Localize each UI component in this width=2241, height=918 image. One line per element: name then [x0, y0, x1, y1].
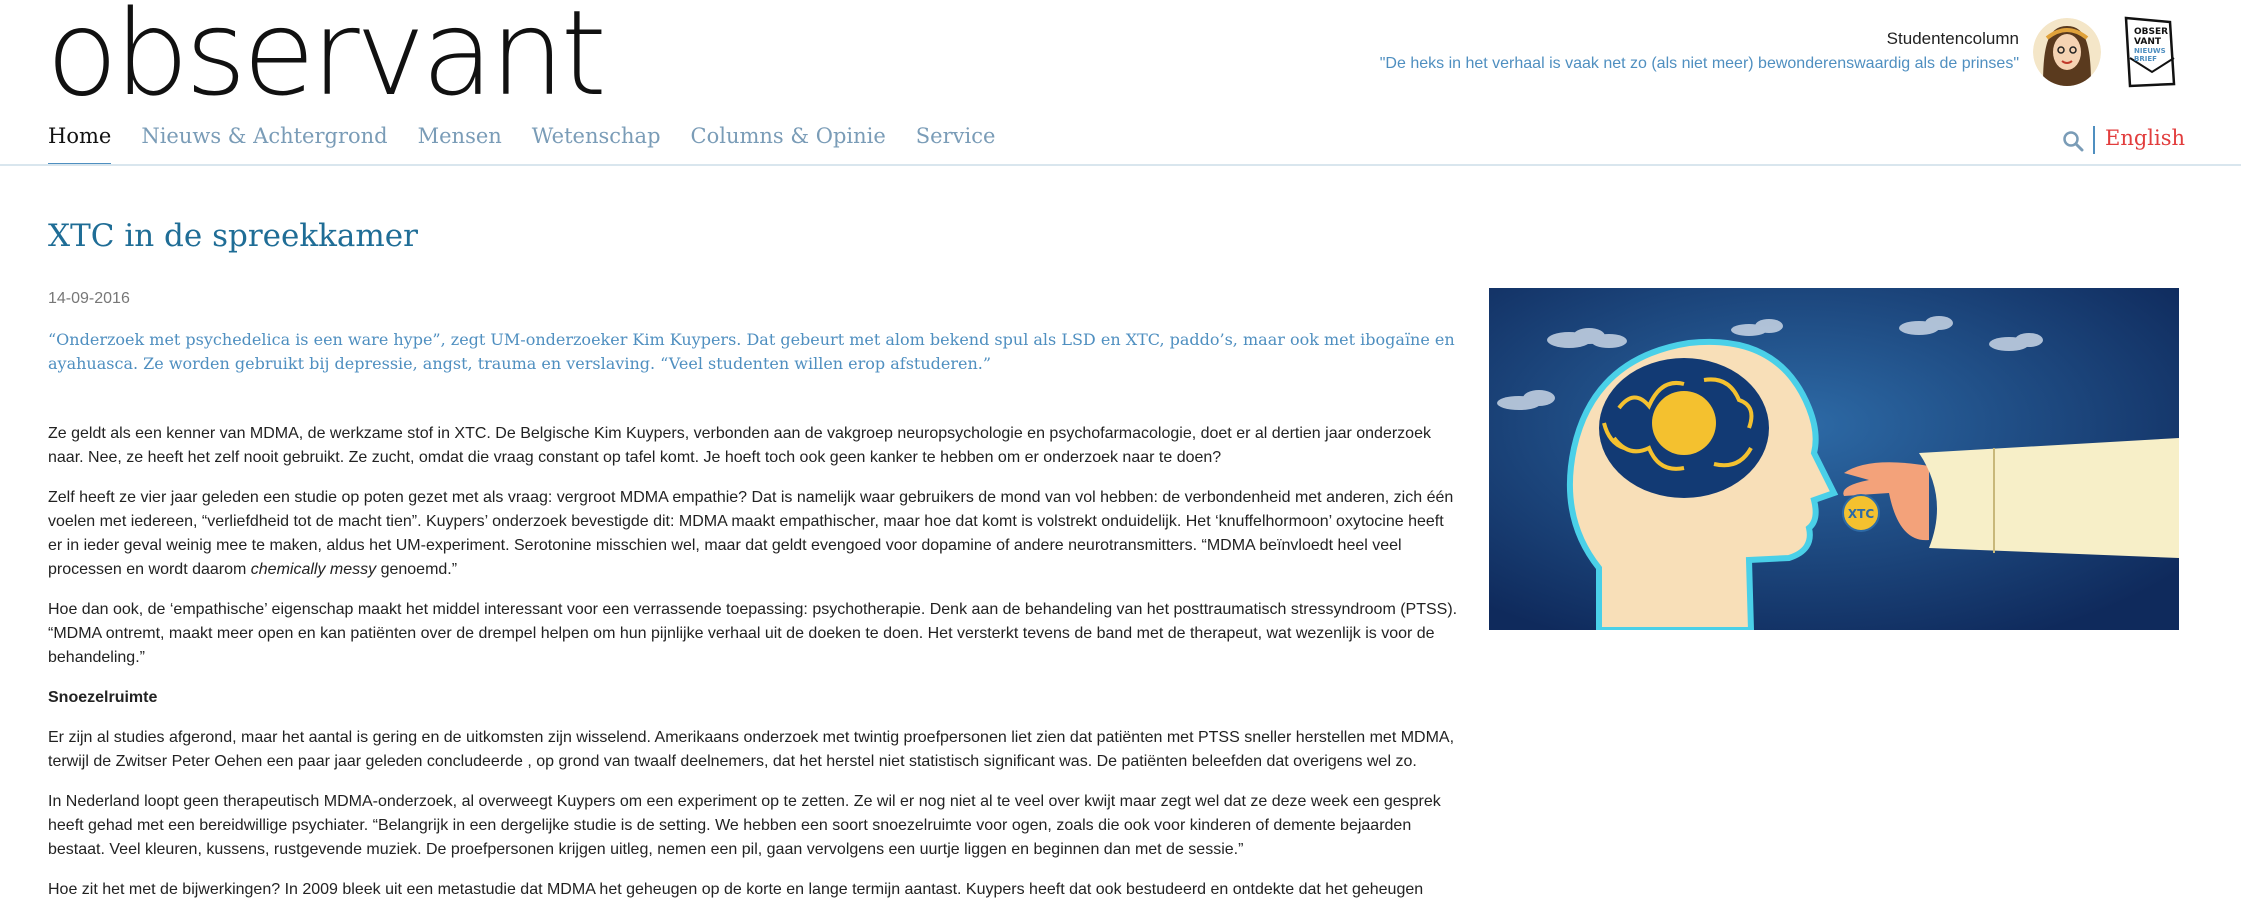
- article-body: [48, 422, 1458, 918]
- columnist-avatar[interactable]: [2033, 18, 2101, 86]
- student-column-quote[interactable]: "De heks in het verhaal is vaak net zo (als niet meer) bewonderenswaardig als de prinses": [1379, 55, 2019, 72]
- article-title: XTC in de spreekkamer: [48, 218, 418, 254]
- article-subheading: Snoezelruimte: [48, 689, 158, 706]
- italic-phrase: chemically messy: [250, 561, 377, 578]
- article-paragraph: In Nederland loopt geen therapeutisch MDMA-onderzoek, al overweegt Kuypers om een experiment op te zetten. Ze wil er nog niet al te veel over kwijt maar zegt wel dat ze deze week een gesprek heeft gehad met een bereidwillige psychiater. “Belangrijk in een dergelijke studie is de setting. We hebben een soort snoezelruimte voor ogen, zoals die ook voor kinderen of demente bejaarden bestaat. Veel kleuren, kussens, rustgevende muziek. De proefpersonen krijgen uitleg, nemen een pil, gaan vervolgens een uurtje liggen en beginnen dan met de sessie.”: [48, 793, 1441, 858]
- observant-logo[interactable]: observant: [46, 0, 603, 122]
- main-nav: [48, 124, 995, 166]
- newsletter-text-3: NIEUWS: [2134, 47, 2166, 55]
- nav-nieuws-achtergrond[interactable]: Nieuws & Achtergrond: [141, 124, 388, 148]
- nav-divider: [0, 164, 2241, 166]
- article-lead: “Onderzoek met psychedelica is een ware hype”, zegt UM-onderzoeker Kim Kuypers. Dat gebeurt met alom bekend spul als LSD en XTC, paddo’s, maar ook met ibogaïne en ayahuasca. Ze worden gebruikt bij depressie, angst, trauma en verslaving. “Veel studenten willen erop afstuderen.”: [48, 330, 1455, 373]
- article-paragraph: Er zijn al studies afgerond, maar het aantal is gering en de uitkomsten zijn wisselend. Amerikaans onderzoek met twintig proefpersonen liet zien dat patiënten met PTSS sneller herstellen met MDMA, terwijl de Zwitser Peter Oehen een paar jaar geleden concludeerde , op grond van twaalf deelnemers, dat het herstel niet statistisch significant was. De patiënten beleefden dat overigens wel zo.: [48, 729, 1455, 770]
- article-date: 14-09-2016: [48, 290, 130, 307]
- article-paragraph: Hoe zit het met de bijwerkingen? In 2009 bleek uit een metastudie dat MDMA het geheugen op de korte en lange termijn aantast. Kuypers heeft dat ook bestudeerd en ontdekte dat het geheugen: [48, 881, 1424, 898]
- nav-wetenschap[interactable]: Wetenschap: [531, 124, 661, 148]
- nav-mensen[interactable]: Mensen: [417, 124, 502, 148]
- newsletter-icon[interactable]: [2120, 14, 2180, 90]
- article-paragraph: [48, 486, 1458, 582]
- language-switch-english[interactable]: English: [2105, 126, 2186, 150]
- paragraph-text: Zelf heeft ze vier jaar geleden een studie op poten gezet met als vraag: vergroot MDMA empathie? Dat is namelijk waar gebruikers de mond van vol hebben: de verbondenheid met anderen, zich één voelen met iedereen, “verliefdheid tot de macht tien”. Kuypers’ onderzoek bevestigde dit: MDMA maakt empathischer, maar hoe dat komt is volstrekt onduidelijk. Het ‘knuffelhormoon’ oxytocine heeft er in ieder geval weinig mee te maken, aldus het UM-experiment. Serotonine misschien wel, maar dat geldt evengoed voor dopamine of andere neurotransmitters. “MDMA beïnvloedt heel veel processen en wordt daarom: [48, 489, 1454, 578]
- paragraph-text-tail: genoemd.”: [376, 561, 458, 578]
- nav-columns-opinie[interactable]: Columns & Opinie: [690, 124, 886, 148]
- pill-label: XTC: [1847, 507, 1875, 521]
- nav-home[interactable]: Home: [48, 124, 111, 166]
- nav-service[interactable]: Service: [915, 124, 996, 148]
- search-icon[interactable]: [2062, 130, 2084, 152]
- newsletter-text-4: BRIEF: [2134, 55, 2157, 63]
- article-paragraph: Hoe dan ook, de ‘empathische’ eigenschap maakt het middel interessant voor een verrassende toepassing: psychotherapie. Denk aan de behandeling van het posttraumatisch stressyndroom (PTSS). “MDMA ontremt, maakt meer open en kan patiënten over de drempel helpen om hun pijnlijke verhaal uit de doeken te doen. Het versterkt tevens de band met de therapeut, wat wezenlijk is voor de behandeling.”: [48, 601, 1458, 666]
- article-hero-image[interactable]: [1489, 288, 2179, 630]
- newsletter-text-2: VANT: [2134, 37, 2161, 47]
- nav-separator: [2093, 126, 2095, 154]
- student-column-label[interactable]: Studentencolumn: [1886, 29, 2019, 48]
- article-paragraph: Ze geldt als een kenner van MDMA, de werkzame stof in XTC. De Belgische Kim Kuypers, verbonden aan de vakgroep neuropsychologie en psychofarmacologie, doet er al dertien jaar onderzoek naar. Nee, ze heeft het zelf nooit gebruikt. Ze zucht, omdat die vraag constant op tafel komt. Je hoeft toch ook geen kanker te hebben om er onderzoek naar te doen?: [48, 425, 1431, 466]
- newsletter-text-1: OBSER: [2134, 27, 2169, 37]
